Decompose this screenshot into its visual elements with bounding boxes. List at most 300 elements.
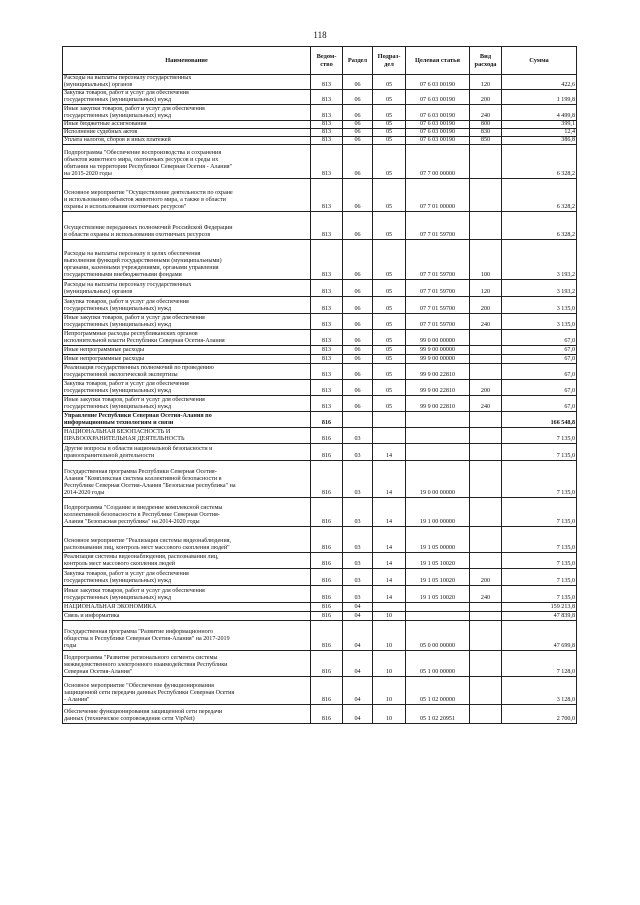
- cell-name-line: государственных (муниципальных) нужд: [64, 113, 172, 120]
- cell-kind: 240: [470, 586, 502, 603]
- cell-name-line: на 2015-2020 годы: [64, 171, 112, 178]
- cell-subsection: [373, 412, 406, 428]
- cell-name-line: Управление Республики Северная Осетия-Алания по: [64, 413, 212, 420]
- cell-name: [63, 75, 311, 90]
- cell-subsection: 05: [373, 314, 406, 330]
- table-row: [63, 137, 577, 145]
- table-row: [63, 314, 577, 330]
- cell-subsection: 14: [373, 498, 406, 527]
- cell-target: 07 7 01 00000: [406, 179, 470, 212]
- cell-sum: 166 548,8: [502, 412, 577, 428]
- table-row: [63, 396, 577, 412]
- cell-target: 07 7 01 59700: [406, 240, 470, 280]
- cell-name-line: государственных (муниципальных) нужд: [64, 404, 172, 411]
- cell-name-line: Реализация системы видеонаблюдения, распознавания лиц,: [64, 554, 219, 561]
- cell-subsection: 14: [373, 461, 406, 498]
- cell-section: 03: [343, 527, 373, 553]
- cell-name-line: Алания "Комплексная система коллективной безопасности в: [64, 476, 222, 483]
- table-row: [63, 129, 577, 137]
- cell-dept: 813: [311, 330, 343, 346]
- cell-name-line: Непрограммные расходы республиканских органов: [64, 331, 198, 338]
- cell-subsection: 05: [373, 396, 406, 412]
- table-row: [63, 527, 577, 553]
- cell-dept: 813: [311, 90, 343, 105]
- cell-sum: 3 193,2: [502, 240, 577, 280]
- cell-dept: 813: [311, 179, 343, 212]
- cell-name-line: выполнения функций государственными (муниципальными): [64, 258, 222, 265]
- cell-sum: 7 135,0: [502, 569, 577, 586]
- cell-section: 06: [343, 380, 373, 396]
- cell-target: 05 1 02 00000: [406, 677, 470, 705]
- cell-name-line: Расходы на выплаты персоналу в целях обеспечения: [64, 251, 201, 258]
- cell-section: 04: [343, 677, 373, 705]
- cell-name-line: Подпрограмма "Обеспечение воспроизводства и сохранения: [64, 150, 222, 157]
- cell-kind: 200: [470, 380, 502, 396]
- cell-sum: 67,0: [502, 364, 577, 380]
- cell-name-line: Государственная программа Республики Северная Осетия-: [64, 469, 217, 476]
- cell-section: 06: [343, 364, 373, 380]
- cell-name-line: Основное мероприятие "Осуществление деятельности по охране: [64, 190, 233, 197]
- cell-name-line: Исполнение судебных актов: [64, 129, 138, 136]
- cell-kind: 200: [470, 569, 502, 586]
- cell-subsection: 05: [373, 75, 406, 90]
- cell-sum: 7 135,0: [502, 498, 577, 527]
- cell-dept: 816: [311, 412, 343, 428]
- cell-sum: 12,4: [502, 129, 577, 137]
- table-row: [63, 364, 577, 380]
- cell-dept: 813: [311, 105, 343, 121]
- cell-section: 03: [343, 586, 373, 603]
- cell-sum: 1 199,8: [502, 90, 577, 105]
- cell-target: 99 9 00 22810: [406, 380, 470, 396]
- cell-section: 04: [343, 705, 373, 724]
- cell-subsection: 14: [373, 553, 406, 569]
- cell-name-line: Другие вопросы в области национальной безопасности и: [64, 446, 213, 453]
- cell-dept: 813: [311, 380, 343, 396]
- cell-target: 99 9 00 22810: [406, 396, 470, 412]
- cell-name-line: Иные бюджетные ассигнования: [64, 121, 147, 128]
- cell-name: [63, 612, 311, 621]
- cell-name-line: Основное мероприятие "Обеспечение функционирования: [64, 683, 214, 690]
- cell-name: [63, 569, 311, 586]
- cell-dept: 816: [311, 651, 343, 677]
- cell-dept: 816: [311, 603, 343, 612]
- cell-section: 06: [343, 280, 373, 297]
- cell-dept: 816: [311, 612, 343, 621]
- cell-name-line: Иные закупки товаров, работ и услуг для обеспечения: [64, 315, 205, 322]
- cell-target: 99 9 00 00000: [406, 346, 470, 355]
- cell-target: [406, 428, 470, 444]
- cell-name-line: (муниципальных) органов: [64, 289, 133, 296]
- cell-kind: [470, 212, 502, 240]
- cell-dept: 813: [311, 364, 343, 380]
- cell-kind: [470, 364, 502, 380]
- cell-name-line: и использованию объектов животного мира, а также в области: [64, 197, 226, 204]
- cell-sum: 7 135,0: [502, 461, 577, 498]
- cell-dept: 816: [311, 586, 343, 603]
- cell-name-line: Северная Осетия-Алания": [64, 669, 133, 676]
- table-row: [63, 677, 577, 705]
- cell-sum: 7 135,0: [502, 428, 577, 444]
- cell-sum: 47 699,8: [502, 621, 577, 651]
- cell-name-line: Осуществление переданных полномочий Российской Федерации: [64, 225, 233, 232]
- cell-dept: 816: [311, 677, 343, 705]
- cell-kind: [470, 651, 502, 677]
- table-row: [63, 212, 577, 240]
- cell-section: 06: [343, 105, 373, 121]
- table-row: [63, 621, 577, 651]
- cell-dept: 813: [311, 129, 343, 137]
- cell-dept: 813: [311, 346, 343, 355]
- cell-target: 07 7 01 59700: [406, 297, 470, 314]
- cell-sum: 6 328,2: [502, 212, 577, 240]
- cell-name-line: распознавания лиц, контроль мест массового скопления людей": [64, 545, 230, 552]
- cell-kind: [470, 346, 502, 355]
- cell-name: [63, 355, 311, 364]
- cell-name-line: охраны и использования охотничьих ресурсов": [64, 204, 187, 211]
- table-row: [63, 569, 577, 586]
- table-row: [63, 444, 577, 461]
- cell-sum: 3 135,0: [502, 314, 577, 330]
- cell-name: [63, 586, 311, 603]
- cell-section: 06: [343, 396, 373, 412]
- cell-section: 06: [343, 314, 373, 330]
- table-row: [63, 280, 577, 297]
- cell-target: 07 6 03 00190: [406, 75, 470, 90]
- cell-kind: 240: [470, 396, 502, 412]
- cell-name-line: Подпрограмма "Создание и внедрение комплексной системы: [64, 505, 223, 512]
- cell-target: 19 1 00 00000: [406, 498, 470, 527]
- cell-sum: 422,6: [502, 75, 577, 90]
- column-header-section: Раздел: [343, 47, 373, 75]
- table-row: [63, 553, 577, 569]
- cell-target: 05 1 00 00000: [406, 651, 470, 677]
- cell-dept: 813: [311, 75, 343, 90]
- table-row: [63, 346, 577, 355]
- cell-name-line: в области охраны и использования охотничьих ресурсов: [64, 232, 211, 239]
- cell-name-line: НАЦИОНАЛЬНАЯ БЕЗОПАСНОСТЬ И: [64, 429, 171, 436]
- cell-name-line: органами, казенными учреждениями, органами управления: [64, 265, 219, 272]
- cell-kind: 240: [470, 105, 502, 121]
- table-row: [63, 651, 577, 677]
- cell-name: [63, 461, 311, 498]
- cell-section: 03: [343, 444, 373, 461]
- cell-subsection: 05: [373, 137, 406, 145]
- cell-kind: 200: [470, 90, 502, 105]
- cell-target: 07 6 03 00190: [406, 121, 470, 129]
- cell-name: [63, 240, 311, 280]
- cell-kind: [470, 330, 502, 346]
- column-header-kind: Вид расхода: [470, 47, 502, 75]
- table-row: [63, 461, 577, 498]
- cell-name-line: государственных (муниципальных) нужд: [64, 306, 172, 313]
- cell-target: 19 1 05 10020: [406, 569, 470, 586]
- cell-name: [63, 527, 311, 553]
- cell-name-line: Иные закупки товаров, работ и услуг для обеспечения: [64, 397, 205, 404]
- cell-subsection: [373, 428, 406, 444]
- cell-kind: [470, 621, 502, 651]
- cell-kind: 120: [470, 280, 502, 297]
- cell-target: [406, 612, 470, 621]
- cell-section: 04: [343, 651, 373, 677]
- cell-subsection: 05: [373, 346, 406, 355]
- cell-kind: [470, 461, 502, 498]
- cell-name: [63, 212, 311, 240]
- cell-name-line: НАЦИОНАЛЬНАЯ ЭКОНОМИКА: [64, 604, 157, 611]
- cell-kind: 120: [470, 75, 502, 90]
- cell-name-line: Республике Северная Осетия-Алания "Безопасная республика" на: [64, 483, 236, 490]
- cell-target: 19 1 05 10020: [406, 586, 470, 603]
- cell-section: 03: [343, 428, 373, 444]
- cell-sum: 386,8: [502, 137, 577, 145]
- cell-name: [63, 396, 311, 412]
- cell-kind: 850: [470, 137, 502, 145]
- cell-subsection: 05: [373, 179, 406, 212]
- cell-name-line: государственных (муниципальных) нужд: [64, 97, 172, 104]
- cell-dept: 816: [311, 444, 343, 461]
- cell-target: 07 6 03 00190: [406, 105, 470, 121]
- cell-sum: 67,0: [502, 396, 577, 412]
- cell-sum: 3 193,2: [502, 280, 577, 297]
- cell-name: [63, 297, 311, 314]
- cell-target: 05 0 00 00000: [406, 621, 470, 651]
- table-row: [63, 412, 577, 428]
- cell-subsection: 05: [373, 280, 406, 297]
- cell-section: 04: [343, 621, 373, 651]
- column-header-dept: Ведом-ство: [311, 47, 343, 75]
- cell-target: 05 1 02 20951: [406, 705, 470, 724]
- cell-name-line: Подпрограмма "Развитие регионального сегмента системы: [64, 655, 218, 662]
- cell-section: 03: [343, 461, 373, 498]
- cell-subsection: 05: [373, 330, 406, 346]
- cell-dept: 816: [311, 461, 343, 498]
- cell-kind: [470, 612, 502, 621]
- cell-name: [63, 179, 311, 212]
- cell-sum: 7 135,0: [502, 527, 577, 553]
- table-row: [63, 498, 577, 527]
- cell-section: 06: [343, 75, 373, 90]
- cell-name: [63, 137, 311, 145]
- cell-section: 06: [343, 145, 373, 179]
- column-header-name: Наименование: [63, 47, 311, 75]
- cell-name: [63, 145, 311, 179]
- cell-section: 06: [343, 212, 373, 240]
- cell-name-line: государственных (муниципальных) нужд: [64, 388, 172, 395]
- cell-dept: 813: [311, 355, 343, 364]
- cell-name-line: государственных (муниципальных) нужд: [64, 578, 172, 585]
- cell-name-line: контроль мест массового скопления людей: [64, 561, 176, 568]
- cell-subsection: 05: [373, 380, 406, 396]
- cell-subsection: 14: [373, 527, 406, 553]
- cell-kind: [470, 444, 502, 461]
- cell-subsection: 05: [373, 121, 406, 129]
- cell-target: [406, 412, 470, 428]
- cell-name: [63, 677, 311, 705]
- cell-subsection: 05: [373, 145, 406, 179]
- cell-name-line: Закупка товаров, работ и услуг для обеспечения: [64, 381, 189, 388]
- cell-name-line: Расходы на выплаты персоналу государственных: [64, 75, 192, 82]
- cell-dept: 816: [311, 569, 343, 586]
- cell-section: 06: [343, 137, 373, 145]
- cell-target: 99 9 00 00000: [406, 355, 470, 364]
- cell-section: 06: [343, 179, 373, 212]
- cell-dept: 813: [311, 212, 343, 240]
- cell-name-line: Алания "Безопасная республика" на 2014-2020 годы: [64, 519, 200, 526]
- column-header-sum: Сумма: [502, 47, 577, 75]
- cell-name-line: ПРАВООХРАНИТЕЛЬНАЯ ДЕЯТЕЛЬНОСТЬ: [64, 436, 185, 443]
- cell-subsection: 05: [373, 212, 406, 240]
- cell-dept: 813: [311, 145, 343, 179]
- cell-kind: 800: [470, 121, 502, 129]
- cell-section: 03: [343, 498, 373, 527]
- cell-sum: 3 135,0: [502, 297, 577, 314]
- table-header-row: [63, 47, 577, 75]
- cell-section: 03: [343, 553, 373, 569]
- cell-name-line: 2014-2020 годы: [64, 490, 105, 497]
- cell-name-line: Основное мероприятие "Реализация системы видеонаблюдения,: [64, 538, 232, 545]
- cell-name-line: информационным технологиям и связи: [64, 420, 174, 427]
- cell-name-line: Иные закупки товаров, работ и услуг для обеспечения: [64, 106, 205, 113]
- table-row: [63, 355, 577, 364]
- cell-kind: 830: [470, 129, 502, 137]
- cell-name-line: - Алания": [64, 697, 90, 704]
- cell-name-line: Уплата налогов, сборов и иных платежей: [64, 137, 171, 144]
- cell-name-line: Закупка товаров, работ и услуг для обеспечения: [64, 90, 189, 97]
- cell-name: [63, 364, 311, 380]
- cell-dept: 813: [311, 121, 343, 129]
- cell-name-line: годы: [64, 643, 77, 650]
- column-header-subsection: Подраз-дел: [373, 47, 406, 75]
- table-body: [63, 75, 577, 724]
- cell-name-line: Иные непрограммные расходы: [64, 356, 145, 363]
- cell-name: [63, 444, 311, 461]
- cell-target: 07 6 03 00190: [406, 137, 470, 145]
- cell-sum: 159 213,8: [502, 603, 577, 612]
- table-row: [63, 705, 577, 724]
- cell-name: [63, 428, 311, 444]
- cell-name-line: государственными внебюджетными фондами: [64, 272, 182, 279]
- cell-subsection: 05: [373, 364, 406, 380]
- cell-name-line: коллективной безопасности в Республике Северная Осетия-: [64, 512, 220, 519]
- cell-name-line: Расходы на выплаты персоналу государственных: [64, 282, 192, 289]
- cell-subsection: 05: [373, 90, 406, 105]
- cell-subsection: 14: [373, 444, 406, 461]
- cell-sum: 7 135,0: [502, 586, 577, 603]
- cell-name-line: государственных (муниципальных) нужд: [64, 322, 172, 329]
- cell-dept: 816: [311, 621, 343, 651]
- cell-section: 06: [343, 129, 373, 137]
- cell-kind: 240: [470, 314, 502, 330]
- cell-kind: [470, 705, 502, 724]
- cell-dept: 813: [311, 280, 343, 297]
- cell-name-line: Связь и информатика: [64, 613, 120, 620]
- cell-name: [63, 280, 311, 297]
- cell-name-line: данных (техническое сопровождение сети VipNet): [64, 716, 195, 723]
- cell-target: 07 6 03 00190: [406, 90, 470, 105]
- cell-kind: 100: [470, 240, 502, 280]
- cell-name-line: общества в Республике Северная Осетия-Алания" на 2017-2019: [64, 636, 230, 643]
- cell-sum: 67,0: [502, 355, 577, 364]
- cell-name: [63, 498, 311, 527]
- cell-kind: [470, 498, 502, 527]
- cell-name-line: правоохранительной деятельности: [64, 453, 155, 460]
- cell-name: [63, 412, 311, 428]
- cell-name-line: защищенной сети передачи данных Республики Северная Осетия: [64, 690, 235, 697]
- cell-subsection: 05: [373, 297, 406, 314]
- cell-subsection: 05: [373, 105, 406, 121]
- table-row: [63, 121, 577, 129]
- table-row: [63, 380, 577, 396]
- table-row: [63, 612, 577, 621]
- cell-name-line: Иные непрограммные расходы: [64, 347, 145, 354]
- table-row: [63, 428, 577, 444]
- cell-name: [63, 129, 311, 137]
- cell-name: [63, 621, 311, 651]
- cell-target: 07 7 01 59700: [406, 212, 470, 240]
- cell-sum: 47 839,8: [502, 612, 577, 621]
- cell-name-line: (муниципальных) органов: [64, 82, 133, 89]
- cell-name-line: обитания на территории Республики Северная Осетия - Алания": [64, 164, 233, 171]
- table-row: [63, 179, 577, 212]
- cell-section: 06: [343, 121, 373, 129]
- cell-section: [343, 412, 373, 428]
- cell-name-line: Закупка товаров, работ и услуг для обеспечения: [64, 299, 189, 306]
- cell-sum: 7 135,0: [502, 553, 577, 569]
- cell-sum: 67,0: [502, 330, 577, 346]
- cell-target: [406, 444, 470, 461]
- cell-kind: [470, 603, 502, 612]
- cell-subsection: 10: [373, 677, 406, 705]
- cell-section: 06: [343, 240, 373, 280]
- cell-sum: 6 328,2: [502, 179, 577, 212]
- cell-dept: 816: [311, 705, 343, 724]
- cell-target: [406, 603, 470, 612]
- cell-target: 07 7 00 00000: [406, 145, 470, 179]
- cell-kind: [470, 527, 502, 553]
- cell-target: 19 0 00 00000: [406, 461, 470, 498]
- cell-section: 03: [343, 569, 373, 586]
- cell-dept: 813: [311, 297, 343, 314]
- cell-name-line: Реализация государственных полномочий по проведению: [64, 365, 214, 372]
- cell-dept: 813: [311, 314, 343, 330]
- cell-name: [63, 90, 311, 105]
- cell-section: 06: [343, 355, 373, 364]
- table-row: [63, 90, 577, 105]
- cell-subsection: 10: [373, 705, 406, 724]
- cell-name: [63, 330, 311, 346]
- table-row: [63, 586, 577, 603]
- cell-section: 04: [343, 603, 373, 612]
- cell-name-line: межведомственного электронного взаимодействия Республики: [64, 662, 228, 669]
- cell-target: 99 0 00 00000: [406, 330, 470, 346]
- cell-name: [63, 553, 311, 569]
- table-row: [63, 240, 577, 280]
- cell-sum: 2 700,0: [502, 705, 577, 724]
- cell-kind: [470, 553, 502, 569]
- cell-subsection: 05: [373, 240, 406, 280]
- table-row: [63, 297, 577, 314]
- cell-target: 07 7 01 59700: [406, 314, 470, 330]
- cell-name-line: государственных (муниципальных) нужд: [64, 595, 172, 602]
- cell-kind: 200: [470, 297, 502, 314]
- cell-kind: [470, 428, 502, 444]
- cell-sum: 4 499,8: [502, 105, 577, 121]
- cell-subsection: [373, 603, 406, 612]
- cell-sum: 67,0: [502, 380, 577, 396]
- cell-sum: 7 128,0: [502, 651, 577, 677]
- cell-target: 19 1 05 00000: [406, 527, 470, 553]
- cell-dept: 813: [311, 240, 343, 280]
